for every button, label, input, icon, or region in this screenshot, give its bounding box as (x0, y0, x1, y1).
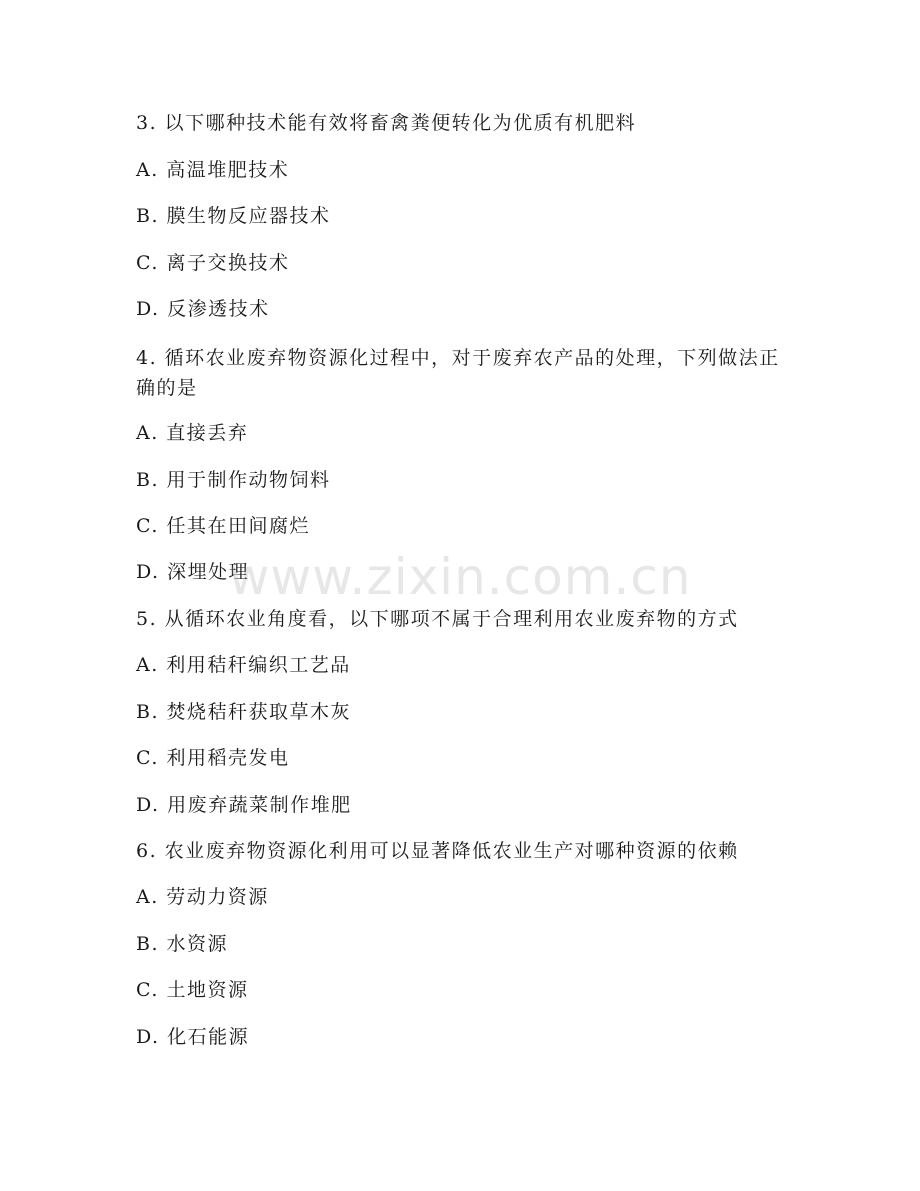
question-4-stem: 4. 循环农业废弃物资源化过程中，对于废弃农产品的处理，下列做法正确的是 (136, 347, 780, 399)
question-3-stem: 3. 以下哪种技术能有效将畜禽粪便转化为优质有机肥料 (136, 112, 637, 134)
question-5-option-c: C. 利用稻壳发电 (136, 747, 290, 769)
question-6-option-c: C. 土地资源 (136, 979, 249, 1001)
question-6-option-b: B. 水资源 (136, 933, 229, 955)
question-4-option-b: B. 用于制作动物饲料 (136, 469, 331, 491)
question-6-option-d: D. 化石能源 (136, 1026, 250, 1048)
question-4-option-d: D. 深埋处理 (136, 561, 250, 583)
question-3-option-b: B. 膜生物反应器技术 (136, 205, 331, 227)
watermark-text: www.zixin.com.cn (228, 548, 692, 606)
question-4-option-a: A. 直接丢弃 (136, 422, 249, 444)
question-5-option-a: A. 利用秸秆编织工艺品 (136, 654, 351, 676)
question-5-option-d: D. 用废弃蔬菜制作堆肥 (136, 794, 352, 816)
question-6-stem: 6. 农业废弃物资源化利用可以显著降低农业生产对哪种资源的依赖 (136, 840, 739, 862)
question-4-option-c: C. 任其在田间腐烂 (136, 515, 310, 537)
question-3-option-a: A. 高温堆肥技术 (136, 159, 290, 181)
question-3-option-c: C. 离子交换技术 (136, 252, 290, 274)
question-3-option-d: D. 反渗透技术 (136, 298, 270, 320)
question-6-option-a: A. 劳动力资源 (136, 886, 269, 908)
question-5-option-b: B. 焚烧秸秆获取草木灰 (136, 701, 352, 723)
question-5-stem: 5. 从循环农业角度看，以下哪项不属于合理利用农业废弃物的方式 (136, 608, 739, 630)
